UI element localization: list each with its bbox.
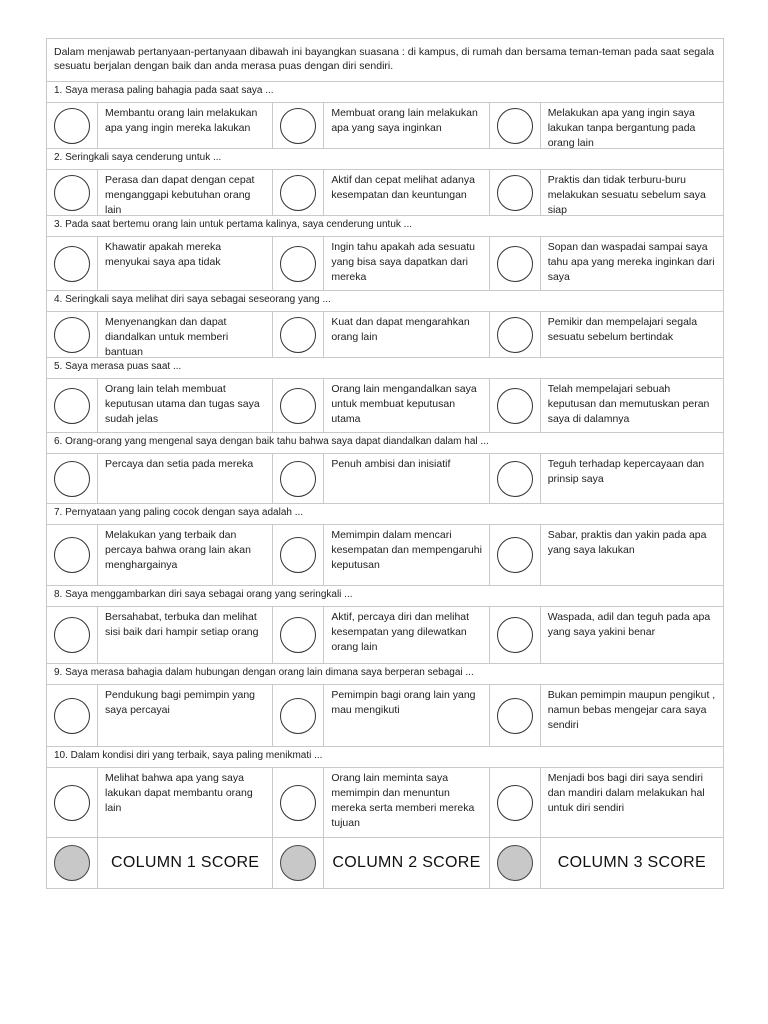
answer-option-text: Menyenangkan dan dapat diandalkan untuk memberi bantuan [105,316,229,357]
score-circle-cell [490,838,541,888]
answer-option[interactable] [489,454,723,503]
question-text: 10. Dalam kondisi diri yang terbaik, saya paling menikmati ... [47,746,723,767]
answer-option-text: Kuat dan dapat mengarahkan orang lain [331,316,470,343]
answer-circle-cell [273,379,324,432]
question-text: 6. Orang-orang yang mengenal saya dengan baik tahu bahwa saya dapat diandalkan dalam hal ... [47,432,723,453]
answer-option[interactable] [489,170,723,215]
answer-circle-icon[interactable] [280,108,316,144]
answer-circle-icon[interactable] [497,461,533,497]
answer-circle-cell [273,685,324,746]
answer-option-text: Memimpin dalam mencari kesempatan dan mempengaruhi keputusan [331,529,482,571]
answer-circle-cell [490,237,541,290]
answer-circle-cell [47,607,98,663]
score-circle-icon[interactable] [54,845,90,881]
answer-circle-icon[interactable] [497,537,533,573]
answer-option-text: Orang lain meminta saya memimpin dan menuntun mereka serta memberi mereka tujuan [331,772,475,829]
answer-circle-cell [490,103,541,148]
answer-circle-icon[interactable] [54,246,90,282]
answer-option[interactable] [489,312,723,357]
answer-option[interactable] [489,768,723,837]
answer-option-text: Telah mempelajari sebuah keputusan dan memutuskan peran saya di dalamnya [547,383,710,425]
answer-circle-cell [47,170,98,215]
answer-row [47,102,723,148]
answer-circle-cell [47,525,98,585]
answer-option[interactable] [47,768,272,837]
answer-circle-cell [273,103,324,148]
question-text: 5. Saya merasa puas saat ... [47,357,723,378]
answer-row [47,606,723,663]
answer-option-text: Percaya dan setia pada mereka [105,458,254,470]
answer-option-text: Bersahabat, terbuka dan melihat sisi baik dari hampir setiap orang [105,611,259,638]
answer-row [47,169,723,215]
answer-circle-icon[interactable] [280,617,316,653]
answer-option-text: Pendukung bagi pemimpin yang saya percayai [105,689,256,716]
answer-option[interactable] [489,685,723,746]
answer-row [47,684,723,746]
question-text: 7. Pernyataan yang paling cocok dengan saya adalah ... [47,503,723,524]
answer-option-text: Membuat orang lain melakukan apa yang saya inginkan [331,107,478,134]
answer-circle-cell [273,170,324,215]
answer-circle-icon[interactable] [54,175,90,211]
answer-option[interactable] [272,768,488,837]
score-circle-icon[interactable] [497,845,533,881]
answer-circle-icon[interactable] [280,317,316,353]
answer-option[interactable] [47,607,272,663]
answer-row [47,236,723,290]
answer-option[interactable] [272,312,488,357]
answer-option[interactable] [489,525,723,585]
answer-circle-icon[interactable] [54,317,90,353]
question-text: 2. Seringkali saya cenderung untuk ... [47,148,723,169]
answer-row [47,378,723,432]
answer-circle-cell [490,170,541,215]
answer-option-text: Bukan pemimpin maupun pengikut , namun bebas mengejar cara saya sendiri [547,689,716,731]
answer-option[interactable] [47,312,272,357]
answer-option[interactable] [272,454,488,503]
answer-option[interactable] [489,103,723,148]
answer-row [47,767,723,837]
score-circle-cell [47,838,98,888]
answer-option[interactable] [47,454,272,503]
answer-option[interactable] [272,607,488,663]
answer-option[interactable] [489,379,723,432]
answer-option[interactable] [47,103,272,148]
question-text: 4. Seringkali saya melihat diri saya sebagai seseorang yang ... [47,290,723,311]
answer-circle-cell [490,607,541,663]
answer-circle-icon[interactable] [497,317,533,353]
sheet-bottom-border [47,888,723,889]
answer-option-text: Membantu orang lain melakukan apa yang ingin mereka lakukan [105,107,258,134]
answer-option[interactable] [272,685,488,746]
column-score-label: COLUMN 1 SCORE [111,854,260,871]
answer-option-text: Sabar, praktis dan yakin pada apa yang saya lakukan [547,529,707,556]
answer-option[interactable] [489,607,723,663]
answer-option-text: Pemimpin bagi orang lain yang mau mengikuti [331,689,476,716]
answer-circle-icon[interactable] [54,785,90,821]
answer-option[interactable] [47,237,272,290]
column-score-label: COLUMN 2 SCORE [332,854,481,871]
answer-option-text: Waspada, adil dan teguh pada apa yang saya yakini benar [547,611,711,638]
questionnaire-sheet [46,38,724,889]
answer-option-text: Melakukan apa yang ingin saya lakukan tanpa bergantung pada orang lain [547,107,696,148]
answer-circle-icon[interactable] [54,388,90,424]
answer-circle-cell [490,685,541,746]
answer-circle-cell [490,454,541,503]
answer-option[interactable] [489,237,723,290]
answer-circle-icon[interactable] [280,246,316,282]
answer-circle-icon[interactable] [497,785,533,821]
answer-circle-cell [490,379,541,432]
question-text: 1. Saya merasa paling bahagia pada saat saya ... [47,81,723,102]
answer-option-text: Teguh terhadap kepercayaan dan prinsip saya [547,458,705,485]
score-cell [489,838,723,888]
answer-option-text: Aktif dan cepat melihat adanya kesempatan dan keuntungan [331,174,475,201]
question-list [47,81,723,837]
score-row [47,837,723,888]
answer-circle-icon[interactable] [54,537,90,573]
answer-circle-icon[interactable] [54,461,90,497]
answer-circle-icon[interactable] [54,108,90,144]
column-score-label: COLUMN 3 SCORE [557,854,706,871]
answer-option[interactable] [47,379,272,432]
answer-option-text: Khawatir apakah mereka menyukai saya apa tidak [105,241,222,268]
answer-circle-icon[interactable] [280,785,316,821]
answer-circle-icon[interactable] [497,108,533,144]
answer-circle-cell [490,312,541,357]
question-text: 8. Saya menggambarkan diri saya sebagai orang yang seringkali ... [47,585,723,606]
score-cell [272,838,488,888]
answer-option-text: Melihat bahwa apa yang saya lakukan dapat membantu orang lain [105,772,253,814]
score-circle-cell [273,838,324,888]
answer-row [47,311,723,357]
answer-row [47,524,723,585]
answer-option-text: Penuh ambisi dan inisiatif [331,458,451,470]
answer-circle-icon[interactable] [280,461,316,497]
answer-circle-icon[interactable] [54,617,90,653]
answer-option-text: Orang lain mengandalkan saya untuk membuat keputusan utama [331,383,477,425]
answer-circle-icon[interactable] [54,698,90,734]
answer-option[interactable] [272,237,488,290]
answer-option-text: Ingin tahu apakah ada sesuatu yang bisa saya dapatkan dari mereka [331,241,475,283]
answer-option[interactable] [47,685,272,746]
answer-option-text: Aktif, percaya diri dan melihat kesempatan yang dilewatkan orang lain [331,611,470,653]
question-text: 3. Pada saat bertemu orang lain untuk pertama kalinya, saya cenderung untuk ... [47,215,723,236]
answer-circle-icon[interactable] [497,246,533,282]
answer-option-text: Pemikir dan mempelajari segala sesuatu sebelum bertindak [547,316,698,343]
answer-option-text: Orang lain telah membuat keputusan utama dan tugas saya sudah jelas [105,383,260,425]
answer-option-text: Melakukan yang terbaik dan percaya bahwa orang lain akan menghargainya [105,529,251,571]
answer-circle-cell [47,379,98,432]
answer-circle-cell [273,312,324,357]
answer-circle-cell [273,768,324,837]
answer-option[interactable] [272,379,488,432]
answer-circle-icon[interactable] [497,175,533,211]
answer-circle-cell [490,525,541,585]
answer-circle-cell [273,525,324,585]
answer-circle-icon[interactable] [280,698,316,734]
instructions-text: Dalam menjawab pertanyaan-pertanyaan dibawah ini bayangkan suasana : di kampus, di rumah dan bersama teman-teman pada saat segala sesuatu berjalan dengan baik dan anda merasa puas dengan diri sendiri. [47,38,723,81]
answer-circle-icon[interactable] [280,175,316,211]
answer-row [47,453,723,503]
answer-circle-cell [273,454,324,503]
answer-circle-icon[interactable] [280,537,316,573]
answer-circle-icon[interactable] [497,617,533,653]
answer-option[interactable] [272,103,488,148]
answer-circle-cell [490,768,541,837]
answer-circle-icon[interactable] [497,698,533,734]
score-circle-icon[interactable] [280,845,316,881]
score-cell [47,838,272,888]
answer-circle-cell [47,685,98,746]
answer-circle-cell [47,768,98,837]
answer-circle-cell [47,454,98,503]
answer-option-text: Perasa dan dapat dengan cepat menganggapi kebutuhan orang lain [105,174,255,215]
answer-circle-cell [47,237,98,290]
answer-circle-cell [47,103,98,148]
answer-circle-cell [273,237,324,290]
answer-option[interactable] [272,170,488,215]
answer-option-text: Sopan dan waspadai sampai saya tahu apa yang mereka inginkan dari saya [547,241,715,283]
answer-option-text: Praktis dan tidak terburu-buru melakukan sesuatu sebelum saya siap [547,174,706,215]
answer-circle-icon[interactable] [280,388,316,424]
answer-option[interactable] [47,525,272,585]
answer-option[interactable] [272,525,488,585]
answer-circle-cell [273,607,324,663]
question-text: 9. Saya merasa bahagia dalam hubungan dengan orang lain dimana saya berperan sebagai ... [47,663,723,684]
answer-option-text: Menjadi bos bagi diri saya sendiri dan mandiri dalam melakukan hal untuk diri sendiri [547,772,705,814]
answer-option[interactable] [47,170,272,215]
answer-circle-cell [47,312,98,357]
answer-circle-icon[interactable] [497,388,533,424]
